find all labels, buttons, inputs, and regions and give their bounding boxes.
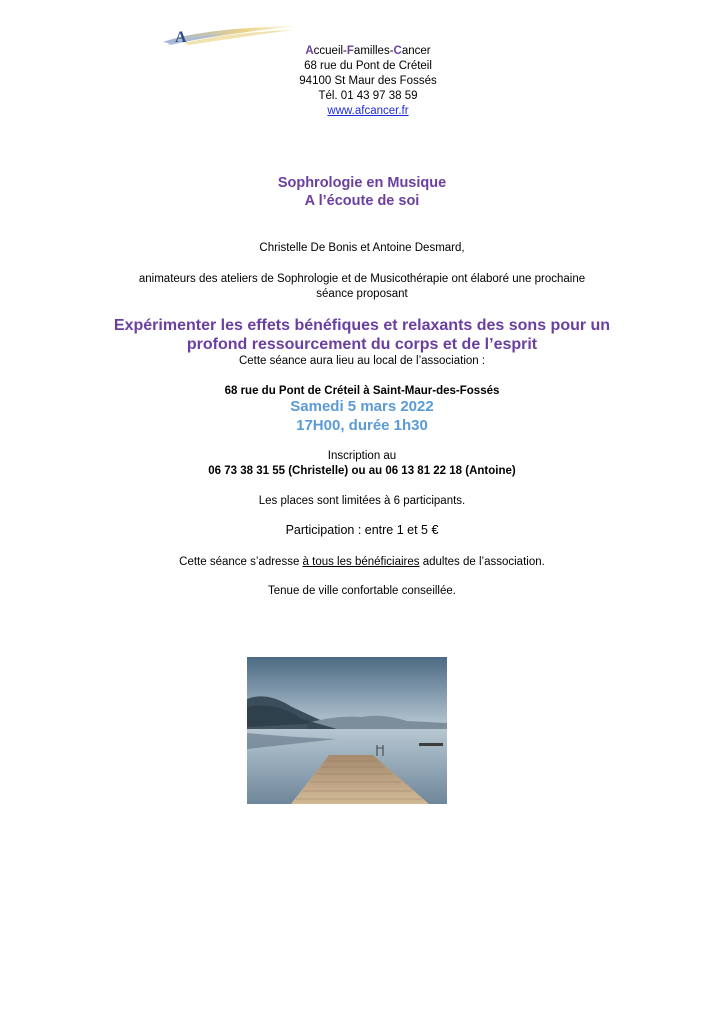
title-line-2: A l’écoute de soi <box>304 193 420 209</box>
event-address: 68 rue du Pont de Créteil à Saint-Maur-des-Fossés <box>224 385 500 397</box>
event-time: 17H00, durée 1h30 <box>296 417 428 434</box>
audience-before: Cette séance s’adresse <box>179 556 303 568</box>
name-initial: A <box>305 45 314 57</box>
location-intro: Cette séance aura lieu au local de l’association : <box>238 355 486 367</box>
title-line-1: Sophrologie en Musique <box>277 175 447 191</box>
name-initial: F <box>346 45 354 57</box>
organization-name <box>248 44 488 59</box>
name-rest: amilles- <box>353 45 394 57</box>
animators-names: Christelle De Bonis et Antoine Desmard, <box>259 242 465 254</box>
name-rest: ccueil- <box>313 45 347 57</box>
website-link[interactable]: www.afcancer.fr <box>327 105 409 117</box>
registration-phones: 06 73 38 31 55 (Christelle) ou au 06 13 81 22 18 (Antoine) <box>208 465 516 477</box>
org-city: 94100 St Maur des Fossés <box>299 75 437 87</box>
headline <box>40 316 684 354</box>
name-initial: C <box>393 45 402 57</box>
dress-code: Tenue de ville confortable conseillée. <box>268 585 456 597</box>
participation-fee: Participation : entre 1 et 5 € <box>285 523 439 537</box>
event-date-time <box>40 397 684 435</box>
event-title <box>40 174 684 210</box>
headline-line-1: Expérimenter les effets bénéfiques et relaxants des sons pour un <box>113 317 611 334</box>
lake-pier-photo <box>247 657 447 804</box>
organization-header <box>248 44 488 119</box>
name-rest: ancer <box>401 45 431 57</box>
places-limit: Les places sont limitées à 6 participants. <box>258 495 466 507</box>
event-date: Samedi 5 mars 2022 <box>290 398 434 415</box>
registration-label: Inscription au <box>327 450 397 462</box>
org-phone: Tél. 01 43 97 38 59 <box>318 90 418 102</box>
headline-line-2: profond ressourcement du corps et de l’esprit <box>186 336 538 353</box>
audience-after: adultes de l’association. <box>419 556 545 568</box>
org-street: 68 rue du Pont de Créteil <box>304 60 432 72</box>
afc-logo <box>163 22 298 46</box>
intro-line-1: animateurs des ateliers de Sophrologie et de Musicothérapie ont élaboré une prochaine <box>138 273 586 285</box>
audience-underlined: à tous les bénéficiaires <box>302 556 420 568</box>
audience-note <box>40 555 684 570</box>
intro-line-2: séance proposant <box>316 288 408 300</box>
intro-text <box>40 272 684 302</box>
svg-text:A: A <box>175 29 187 46</box>
